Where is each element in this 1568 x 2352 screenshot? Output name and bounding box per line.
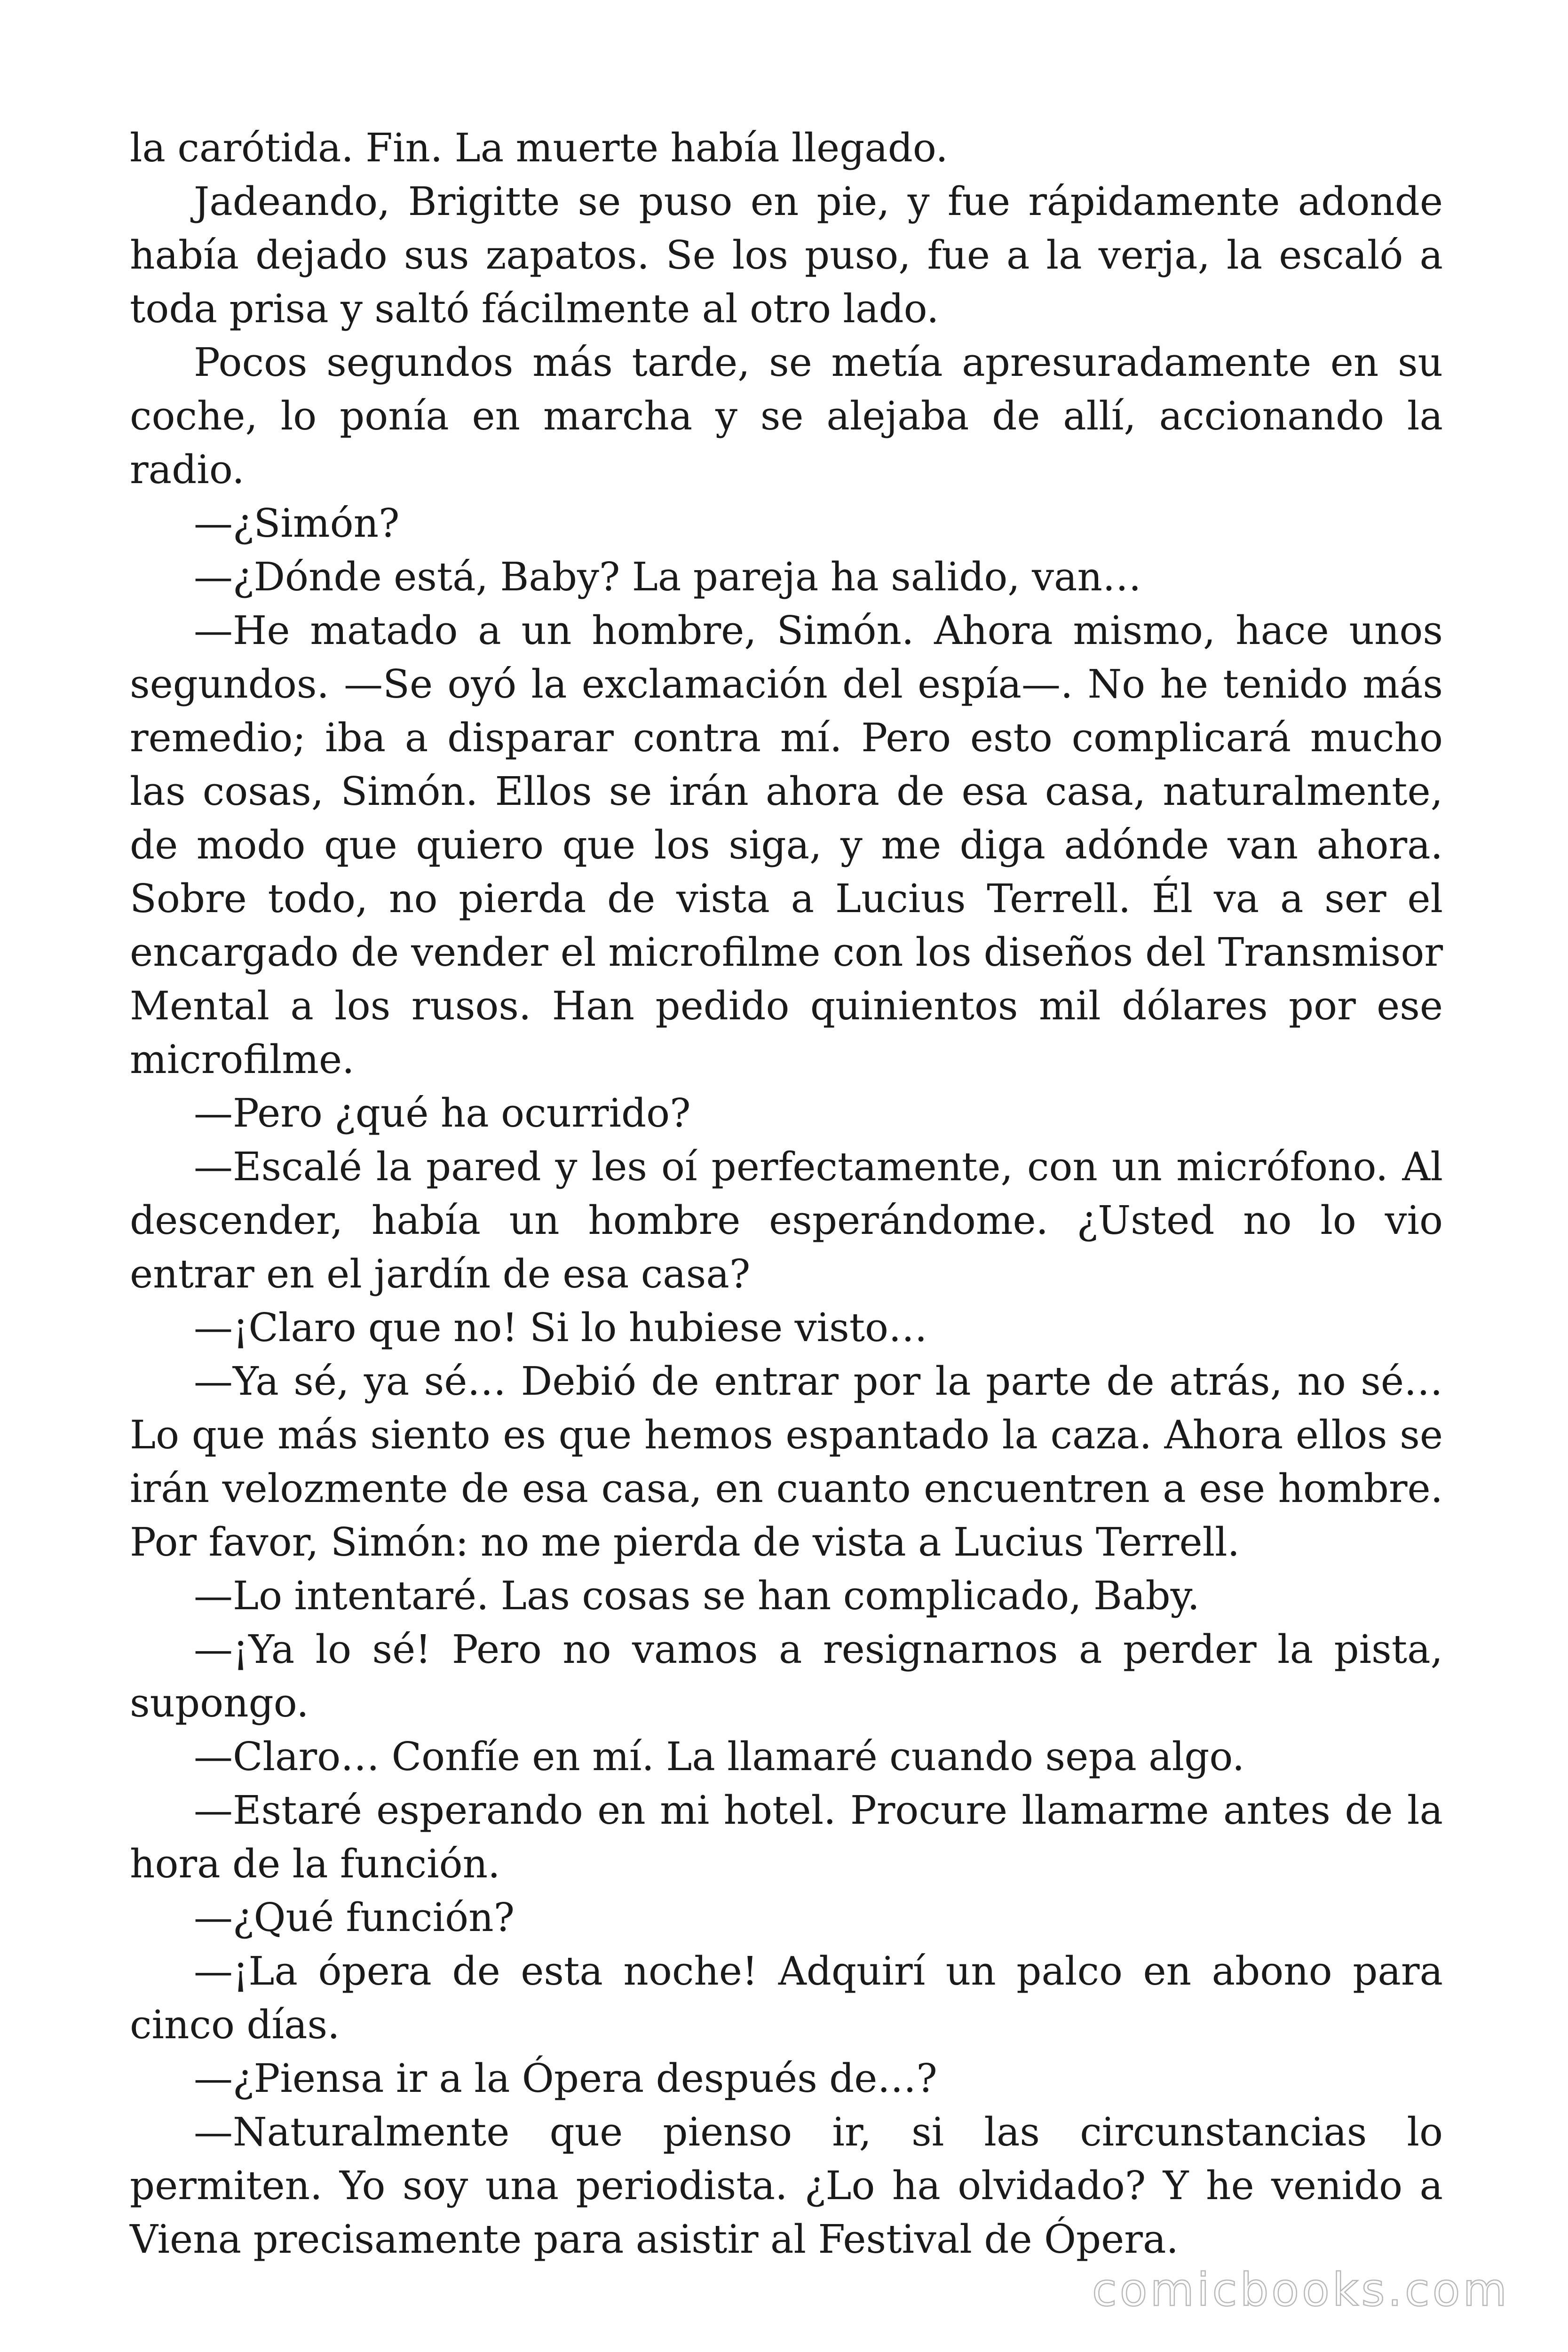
paragraph: —¡Ya lo sé! Pero no vamos a resignarnos a perder la pista, supongo.: [130, 1627, 1443, 1726]
paragraph: Pocos segundos más tarde, se metía apresuradamente en su coche, lo ponía en marcha y se alejaba de allí, accionando la radio.: [130, 340, 1443, 493]
paragraph: —He matado a un hombre, Simón. Ahora mismo, hace unos segundos. —Se oyó la exclamación del espía—. No he tenido más remedio; iba a disparar contra mí. Pero esto complicará mucho las cosas, Simón. Ellos se irán ahora de esa casa, naturalmente, de modo que quiero que los siga, y me diga adónde van ahora. Sobre todo, no pierda de vista a Lucius Terrell. Él va a ser el encargado de vender el microfilme con los diseños del Transmisor Mental a los rusos. Han pedido quinientos mil dólares por ese microfilme.: [130, 608, 1443, 1082]
paragraph: —Ya sé, ya sé… Debió de entrar por la parte de atrás, no sé… Lo que más siento es que hemos espantado la caza. Ahora ellos se irán velozmente de esa casa, en cuanto encuentren a ese hombre. Por favor, Simón: no me pierda de vista a Lucius Terrell.: [130, 1359, 1443, 1565]
paragraph: —¿Qué función?: [194, 1895, 515, 1940]
paragraph: —¿Simón?: [194, 501, 400, 546]
paragraph: Jadeando, Brigitte se puso en pie, y fue rápidamente adonde había dejado sus zapatos. Se los puso, fue a la verja, la escaló a toda prisa y saltó fácilmente al otro lado.: [130, 179, 1443, 332]
paragraph: —¡La ópera de esta noche! Adquirí un palco en abono para cinco días.: [130, 1948, 1443, 2048]
watermark: comicbooks.com: [1092, 2264, 1510, 2316]
book-page-text: [130, 121, 1443, 2266]
paragraph: —¡Claro que no! Si lo hubiese visto…: [194, 1305, 928, 1351]
paragraph: —Lo intentaré. Las cosas se han complicado, Baby.: [194, 1573, 1200, 1619]
paragraph: la carótida. Fin. La muerte había llegado.: [130, 125, 948, 171]
paragraph: —¿Dónde está, Baby? La pareja ha salido, van…: [194, 554, 1141, 600]
paragraph: —¿Piensa ir a la Ópera después de…?: [194, 2056, 937, 2101]
paragraph: —Estaré esperando en mi hotel. Procure llamarme antes de la hora de la función.: [130, 1788, 1443, 1887]
paragraph: —Escalé la pared y les oí perfectamente, con un micrófono. Al descender, había un hombre esperándome. ¿Usted no lo vio entrar en el jardín de esa casa?: [130, 1144, 1443, 1297]
paragraph: —Pero ¿qué ha ocurrido?: [194, 1090, 691, 1136]
paragraph: —Claro… Confíe en mí. La llamaré cuando sepa algo.: [194, 1734, 1245, 1780]
paragraph: —Naturalmente que pienso ir, si las circunstancias lo permiten. Yo soy una periodista. ¿Lo ha olvidado? Y he venido a Viena precisamente para asistir al Festival de Ópera.: [130, 2109, 1443, 2262]
